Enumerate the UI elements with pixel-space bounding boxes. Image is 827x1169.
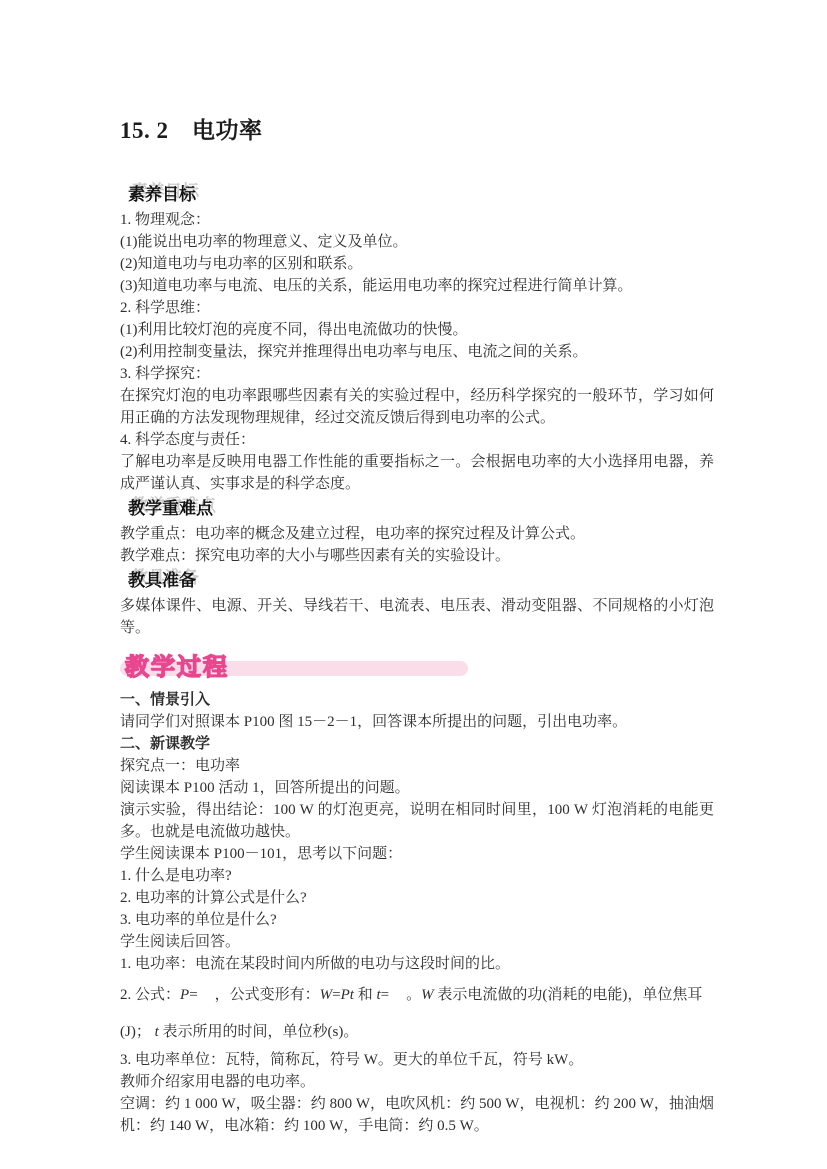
goals-line: (2)知道电功与电功率的区别和联系。	[120, 256, 363, 272]
formula-text: 表示所用的时间，单位秒(s)。	[158, 1024, 359, 1040]
document-content	[120, 112, 714, 1137]
section-badge-materials: 教具准备	[128, 571, 196, 590]
process-line: 演示实验，得出结论：100 W 的灯泡更亮，说明在相同时间里，100 W 灯泡消耗的电能更多。也就是电流做功越快。	[120, 802, 714, 840]
formula-text: =	[380, 987, 390, 1003]
key-points-line: 教学重点：电功率的概念及建立过程，电功率的探究过程及计算公式。	[120, 526, 586, 542]
process-part1-heading: 一、情景引入	[120, 691, 211, 708]
formula-variable: W	[421, 987, 434, 1003]
formula-variable: Pt	[340, 987, 354, 1003]
formula-text: 表示电流做的功(消耗的电能)，单位焦耳	[433, 987, 703, 1003]
page-title: 15. 2 电功率	[120, 118, 263, 143]
goals-section-header	[120, 181, 714, 209]
process-line: 教师介绍家用电器的电功率。	[120, 1074, 316, 1090]
process-line: 请同学们对照课本 P100 图 15－2－1，回答课本所提出的问题，引出电功率。	[120, 714, 628, 730]
formula-line	[120, 1016, 714, 1049]
formula-text: =	[332, 987, 341, 1003]
materials-line: 多媒体课件、电源、开关、导线若干、电流表、电压表、滑动变阻器、不同规格的小灯泡等。	[120, 598, 714, 636]
formula-text: 。	[406, 987, 422, 1003]
formula-line	[120, 979, 714, 1012]
goals-line: 2. 科学思维：	[120, 300, 211, 316]
formula-text: ，公式变形有：	[214, 987, 320, 1003]
process-line: 探究点一：电功率	[120, 758, 241, 774]
formula-variable: t	[376, 987, 381, 1003]
formula-variable: t	[154, 1024, 159, 1040]
goals-line: 4. 科学态度与责任：	[120, 432, 256, 448]
section-badge-process: 教学过程	[125, 654, 229, 681]
process-line: 3. 电功率单位：瓦特，简称瓦，符号 W。更大的单位千瓦，符号 kW。	[120, 1052, 584, 1068]
formula-variable: P	[180, 987, 190, 1003]
formula-text: (J)；	[120, 1024, 155, 1040]
goals-line: 3. 科学探究：	[120, 366, 211, 382]
goals-line: 在探究灯泡的电功率跟哪些因素有关的实验过程中，经历科学探究的一般环节，学习如何用正确的方法发现物理规律，经过交流反馈后得到电功率的公式。	[120, 388, 714, 426]
process-line: 1. 电功率：电流在某段时间内所做的电功与这段时间的比。	[120, 956, 511, 972]
goals-line: (3)知道电功率与电流、电压的关系，能运用电功率的探究过程进行简单计算。	[120, 278, 633, 294]
formula-variable: W	[319, 987, 333, 1003]
process-line: 空调：约 1 000 W，吸尘器：约 800 W，电吹风机：约 500 W，电视机：约 200 W，抽油烟机：约 140 W，电冰箱：约 100 W，手电筒：约 0.5 W。	[120, 1096, 714, 1134]
process-line: 学生阅读课本 P100－101，思考以下问题：	[120, 846, 403, 862]
goals-line: 1. 物理观念：	[120, 212, 211, 228]
goals-line: (1)能说出电功率的物理意义、定义及单位。	[120, 234, 408, 250]
formula-text: 和	[353, 987, 377, 1003]
key-points-line: 教学难点：探究电功率的大小与哪些因素有关的实验设计。	[120, 548, 511, 564]
formula-text: 2. 公式：	[120, 987, 181, 1003]
goals-line: 了解电功率是反映用电器工作性能的重要指标之一。会根据电功率的大小选择用电器，养成严谨认真、实事求是的科学态度。	[120, 454, 714, 492]
process-line: 3. 电功率的单位是什么?	[120, 912, 277, 928]
goals-line: (2)利用控制变量法，探究并推理得出电功率与电压、电流之间的关系。	[120, 344, 588, 360]
key-points-section-header	[120, 495, 714, 523]
section-badge-goals: 素养目标	[128, 185, 196, 204]
process-part2-heading: 二、新课教学	[120, 735, 211, 752]
formula-text: =	[189, 987, 198, 1003]
process-line: 阅读课本 P100 活动 1，回答所提出的问题。	[120, 780, 410, 796]
process-line: 1. 什么是电功率?	[120, 868, 232, 884]
materials-section-header	[120, 567, 714, 595]
goals-line: (1)利用比较灯泡的亮度不同，得出电流做功的快慢。	[120, 322, 468, 338]
process-section-header	[120, 647, 714, 681]
process-line: 学生阅读后回答。	[120, 934, 241, 950]
section-badge-key-points: 教学重难点	[128, 499, 213, 518]
process-line: 2. 电功率的计算公式是什么?	[120, 890, 307, 906]
